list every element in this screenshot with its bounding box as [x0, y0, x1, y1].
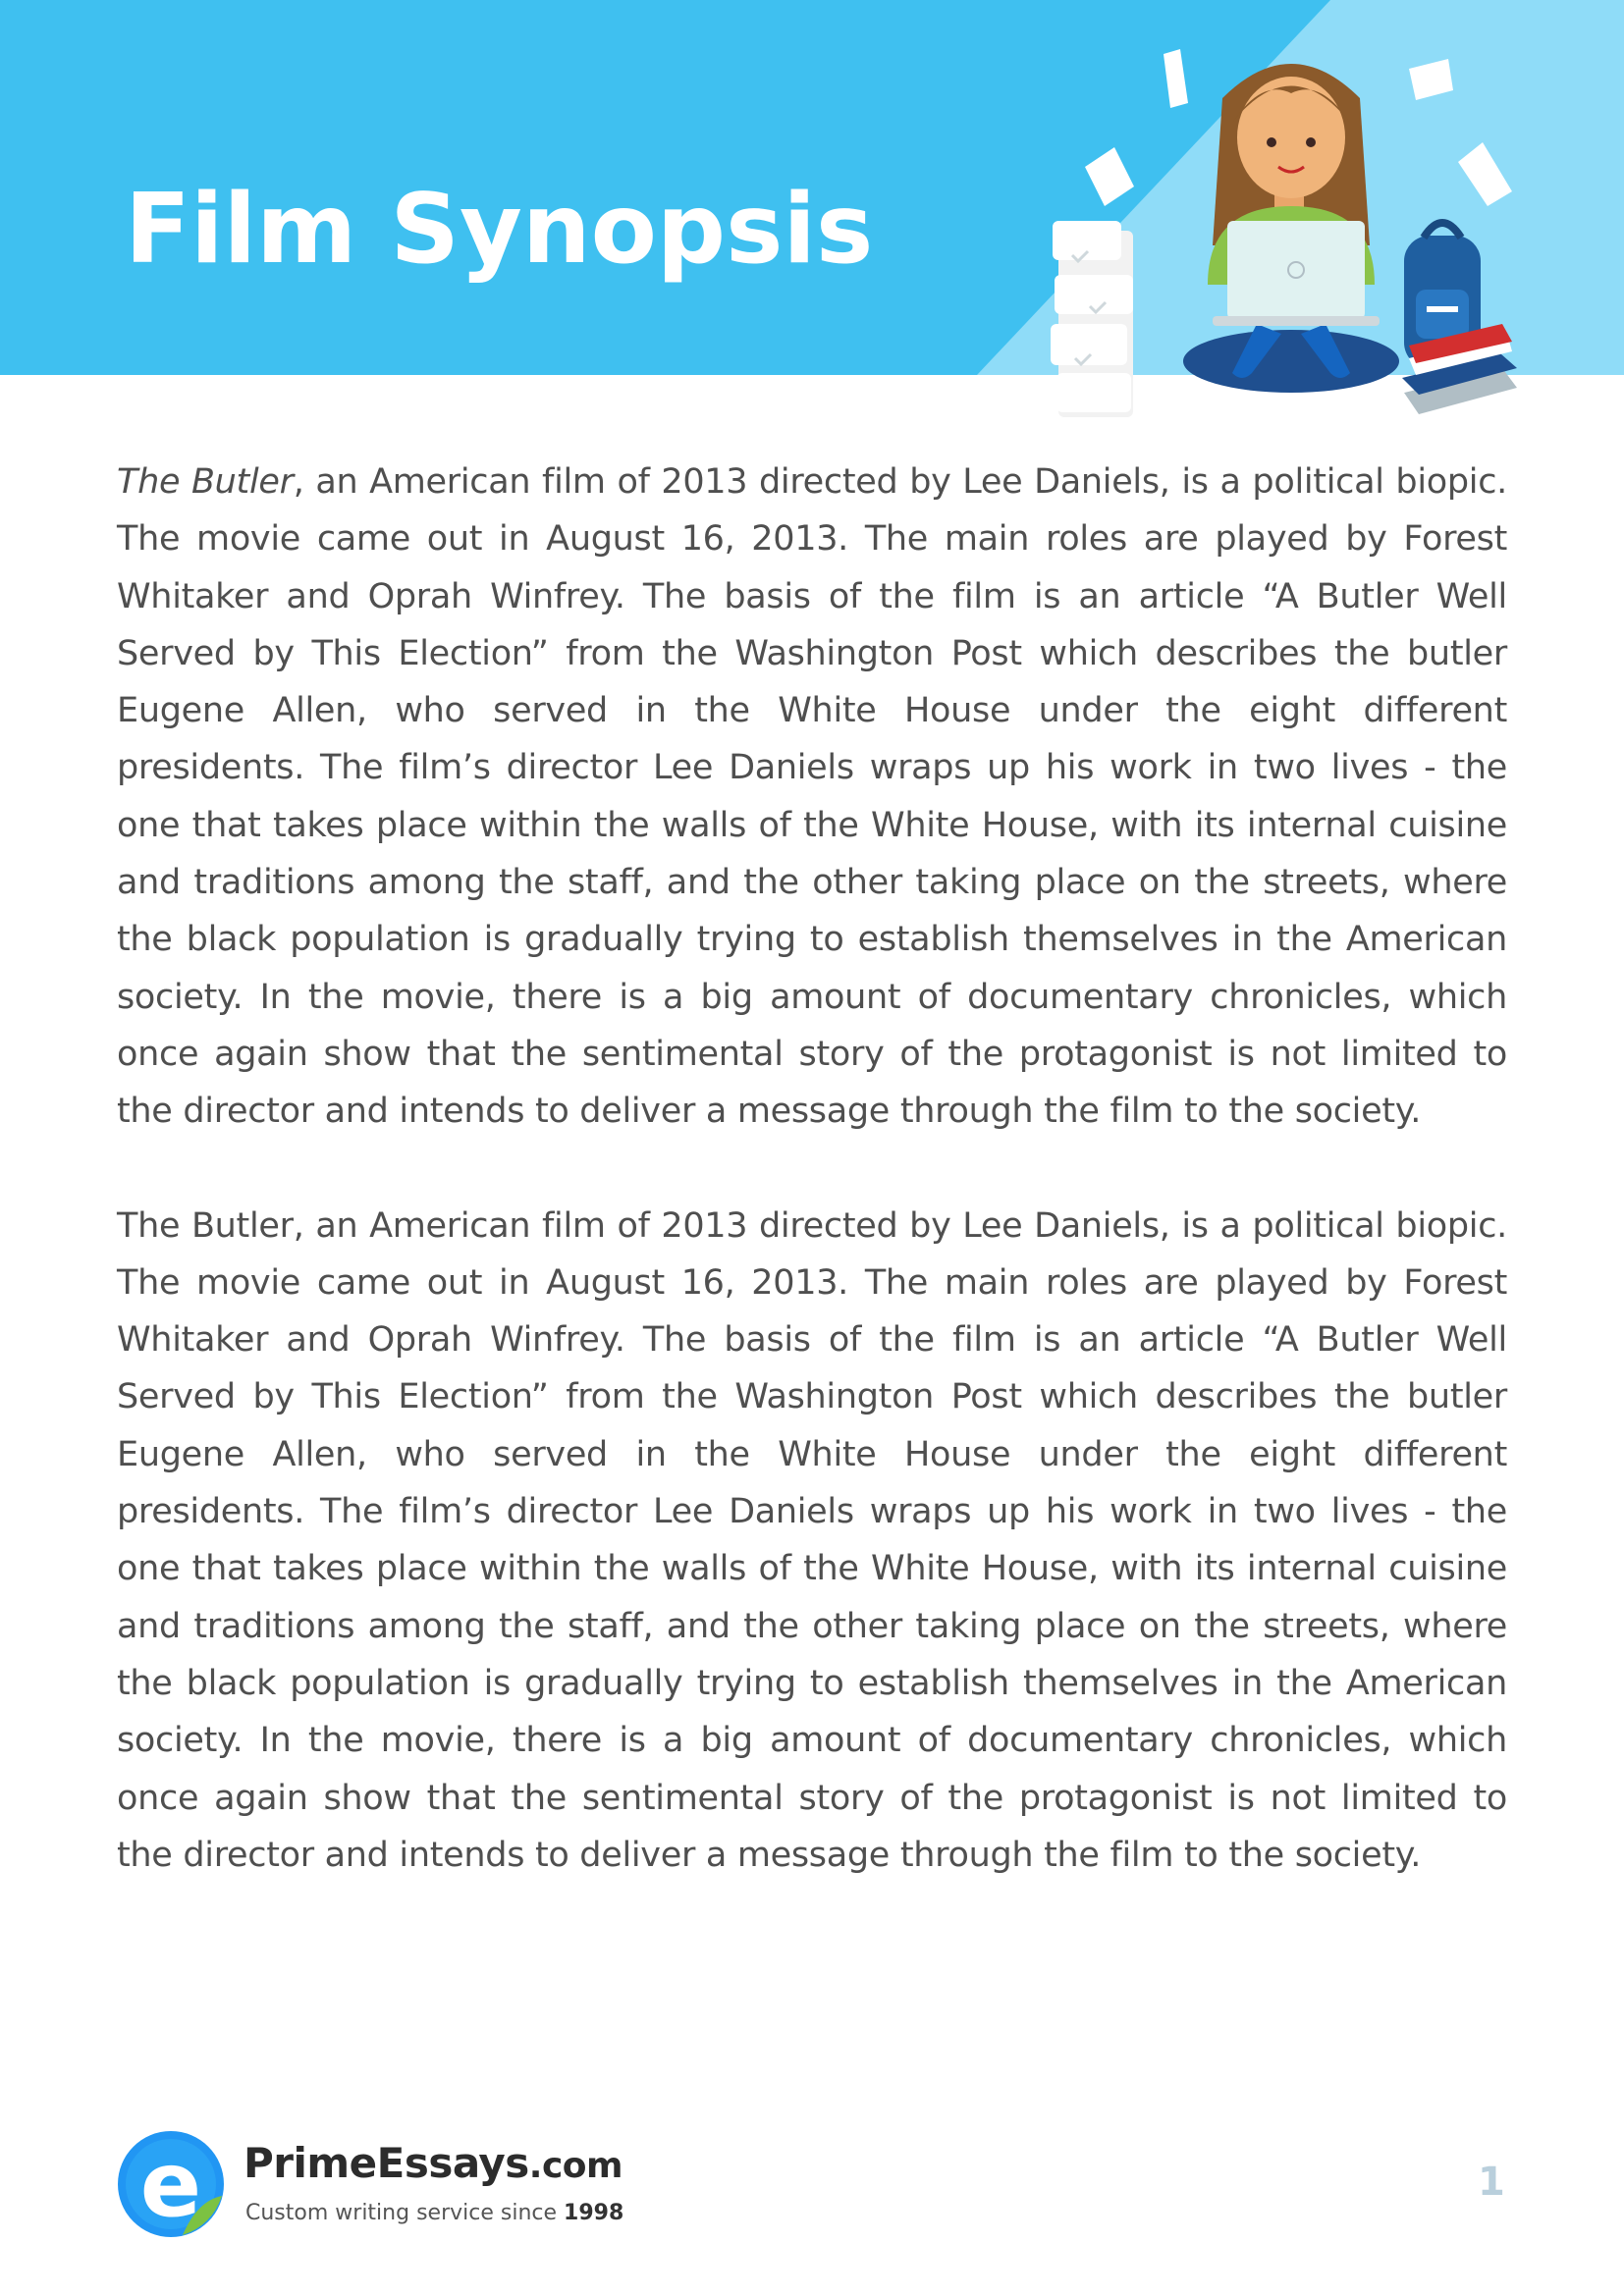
article-body	[117, 454, 1507, 1941]
floor-cushion	[1183, 330, 1399, 393]
brand-tagline	[245, 2201, 623, 2225]
page-title: Film Synopsis	[125, 174, 874, 286]
primeessays-logo-icon	[114, 2125, 232, 2243]
paragraph-1-text: , an American film of 2013 directed by Lee Daniels, is a political biopic. The movie came out in August 16, 2013. The main roles are played by Forest Whitaker and Oprah Winfrey. The basis of the film is an article “A Butler Well Served by This Election” from the Washington Post which describes the butler Eugene Allen, who served in the White House under the eight different presidents. The film’s director Lee Daniels wraps up his work in two lives - the one that takes place within the walls of the White House, with its internal cuisine and traditions among the staff, and the other taking place on the streets, where the black population is gradually trying to establish themselves in the American society. In the movie, there is a big amount of documentary chronicles, which once again show that the sentimental story of the protagonist is not limited to the director and intends to deliver a message through the film to the society.	[117, 462, 1507, 1132]
laptop-icon	[1213, 221, 1380, 326]
page-number: 1	[1478, 2160, 1505, 2205]
logo-letter: e	[139, 2132, 202, 2237]
brand-name-main: PrimeEssays	[244, 2139, 529, 2187]
brand-name-suffix: .com	[528, 2146, 623, 2186]
tagline-year: 1998	[564, 2201, 624, 2225]
brand-name[interactable]	[244, 2139, 623, 2187]
paragraph-1	[117, 454, 1507, 1141]
student-laptop-illustration	[1031, 29, 1581, 432]
paragraph-2: The Butler, an American film of 2013 directed by Lee Daniels, is a political biopic. The movie came out in August 16, 2013. The main roles are played by Forest Whitaker and Oprah Winfrey. The basis of the film is an article “A Butler Well Served by This Election” from the Washington Post which describes the butler Eugene Allen, who served in the White House under the eight different presidents. The film’s director Lee Daniels wraps up his work in two lives - the one that takes place within the walls of the White House, with its internal cuisine and traditions among the staff, and the other taking place on the streets, where the black population is gradually trying to establish themselves in the American society. In the movie, there is a big amount of documentary chronicles, which once again show that the sentimental story of the protagonist is not limited to the director and intends to deliver a message through the film to the society.	[117, 1205, 1507, 1875]
film-title-italic: The Butler	[117, 462, 294, 502]
paper-stack-icon	[1051, 221, 1133, 417]
tagline-prefix: Custom writing service since	[245, 2201, 565, 2225]
